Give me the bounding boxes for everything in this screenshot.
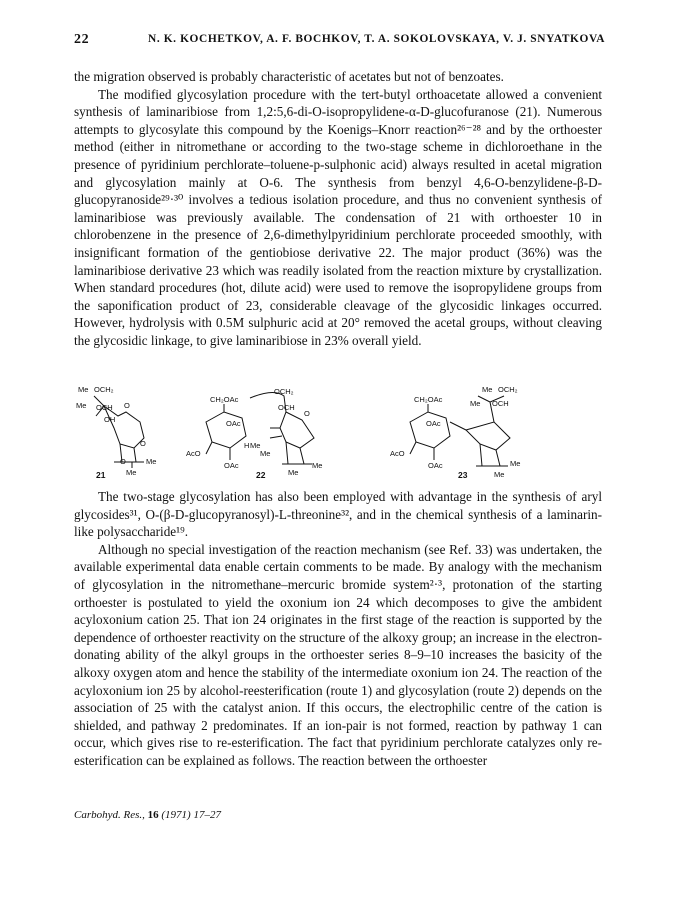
- label-me: Me: [494, 470, 505, 479]
- bond: [466, 422, 510, 450]
- compound-number-22: 22: [256, 470, 266, 480]
- label-o: O: [304, 409, 310, 418]
- label-oac: OAc: [428, 461, 443, 470]
- journal-volume: 16: [147, 809, 159, 821]
- body-text-bottom: [74, 488, 602, 770]
- compound-number-21: 21: [96, 470, 106, 480]
- label-me: Me: [76, 401, 87, 410]
- label-o: O: [124, 401, 130, 410]
- journal-citation-footer: [74, 809, 221, 821]
- label-aco: AcO: [390, 449, 405, 458]
- compound-number-23: 23: [458, 470, 468, 480]
- label-och: OCH: [278, 403, 295, 412]
- label-oh: OH: [104, 415, 116, 424]
- label-och2: OCH₂: [94, 385, 114, 394]
- label-me: Me: [510, 459, 521, 468]
- label-me: Me: [312, 461, 323, 470]
- label-me: Me: [78, 385, 89, 394]
- journal-year-pages: (1971) 17–27: [161, 809, 221, 821]
- paragraph: Although no special investigation of the reaction mechanism (see Ref. 33) was undertaken, the available experimental data enable certain comments to be made. By analogy with the mechanism of glycosylation in the nitromethane–mercuric bromide system²·³, protonation of the starting orthoester is postulated to yield the oxonium ion 24 which decomposes to give the ambident acyloxonium cation 25. That ion 24 originates in the first stage of the reaction is supported by the dependence of orthoester reactivity on the structure of the alkoxy group; an increase in the electron-donating ability of the alkyl groups in the orthoester series 8–9–10 increases the basicity of the alkoxy oxygen atom and hence the stability of the intermediate oxonium ion 24. The reaction of the acyloxonium ion 25 by alcohol-reesterification (route 1) and glycosylation (route 2) depends on the association of 25 with the catalyst anion. If this occurs, the electrophilic centre of the cation is shielded, and pathway 2 predominates. If an ion-pair is not formed, reaction by pathway 1 can occur, which gives rise to re-esterification. The fact that pyridinium perchlorate catalyzes only re-esterification can be explained as follows. The reaction between the orthoester: [74, 541, 602, 768]
- structure-drawing: [74, 382, 604, 480]
- label-o: O: [120, 457, 126, 466]
- bond: [476, 444, 508, 466]
- label-h: H: [244, 441, 250, 450]
- label-oac: OAc: [224, 461, 239, 470]
- label-o: O: [140, 439, 146, 448]
- label-aco: AcO: [186, 449, 201, 458]
- label-oac: OAc: [226, 419, 241, 428]
- running-header-authors: N. K. KOCHETKOV, A. F. BOCHKOV, T. A. SOKOLOVSKAYA, V. J. SNYATKOVA: [148, 33, 606, 45]
- label-oac: OAc: [426, 419, 441, 428]
- label-och2: OCH₂: [498, 385, 518, 394]
- running-header: [74, 32, 618, 48]
- paragraph: the migration observed is probably characteristic of acetates but not of benzoates.: [74, 69, 504, 84]
- bond: [282, 442, 312, 464]
- label-me: Me: [250, 441, 261, 450]
- label-och: OCH: [96, 403, 113, 412]
- label-me: Me: [126, 468, 137, 477]
- label-me: Me: [482, 385, 493, 394]
- paragraph: The modified glycosylation procedure with the tert-butyl orthoacetate allowed a convenient synthesis of laminaribiose from 1,2:5,6-di-O-isopropylidene-α-D-glucofuranose (21). Numerous attempts to glycosylate this compound by the Koenigs–Knorr reaction²⁶⁻²⁸ and by the orthoester method (either in nitromethane or according to the two-stage scheme in dichloroethane in the presence of pyridinium perchlorate–toluene-p-sulphonic acid) always resulted in acetal migration and glycosylation mainly at O-6. The synthesis from benzyl 4,6-O-benzylidene-β-D-glucopyranoside²⁹·³⁰ involves a tedious isolation procedure, and thus no convenient synthesis of laminaribiose was previously available. The condensation of 21 with orthoester 10 in chlorobenzene in the presence of 2,6-dimethylpyridinium perchlorate proceeded smoothly, with insignificant formation of the gentiobiose derivative 22. The major product (36%) was the laminaribiose derivative 23 which was readily isolated from the reaction mixture by crystallization. When standard procedures (hot, dilute acid) were used to remove the isopropylidene groups from the saponification product of 23, considerable cleavage of the glycosidic linkages occurred. However, hydrolysis with 0.5M sulphuric acid at 20° removed the acetal groups, without cleaving the glycosidic linkage, to give laminaribiose in 23% overall yield.: [74, 86, 602, 348]
- label-och: OCH: [492, 399, 509, 408]
- label-me: Me: [146, 457, 157, 466]
- paragraph: The two-stage glycosylation has also been employed with advantage in the synthesis of aryl glycosides³¹, O-(β-D-glucopyranosyl)-L-threonine³², and in the chemical synthesis of a laminarin-like polysaccharide¹⁹.: [74, 489, 602, 540]
- label-me: Me: [470, 399, 481, 408]
- label-ch2oac: CH₂OAc: [414, 395, 443, 404]
- body-text-top: [74, 68, 602, 350]
- label-me: Me: [260, 449, 271, 458]
- chemical-structures-scheme: [74, 382, 604, 480]
- page-number: 22: [74, 32, 90, 47]
- label-och2-link: OCH₂: [274, 387, 294, 396]
- label-ch2oac: CH₂OAc: [210, 395, 239, 404]
- bond: [104, 406, 144, 448]
- bond: [450, 422, 466, 430]
- journal-name: Carbohyd. Res.,: [74, 809, 145, 821]
- label-me: Me: [288, 468, 299, 477]
